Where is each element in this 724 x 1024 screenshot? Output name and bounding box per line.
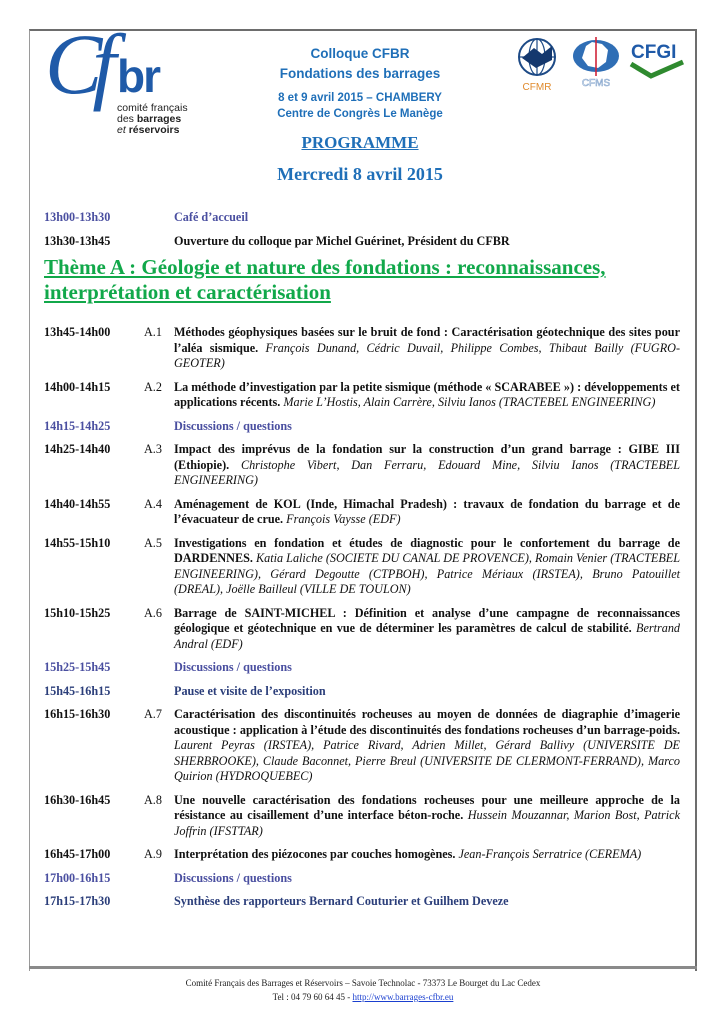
session-time: 15h45-16h15 [44, 683, 111, 698]
session-title: Café d’accueil [174, 210, 249, 224]
session-code: A.2 [144, 379, 162, 394]
cfbr-logo [45, 16, 190, 138]
session-title: Discussions / questions [174, 660, 292, 674]
session-title: La méthode d’investigation par la petite sismique (méthode « SCARABEE ») : développements et applications récents. [174, 379, 680, 409]
session-authors: Laurent Peyras (IRSTEA), Patrice Rivard, Adrien Millet, Gérard Ballivy (UNIVERSITE DE SHERBROOKE), Claude Baconnet, Pierre Breul (UNIVERSITE DE CLERMONT-FERRAND), Marco Quirion (HYDROQUEBEC) [174, 738, 680, 783]
session-code: A.8 [144, 792, 162, 807]
session-code: A.1 [144, 325, 162, 339]
session-title: Aménagement de KOL (Inde, Himachal Pradesh) : travaux de fondation du barrage et de l’évacuateur de crue. [174, 496, 680, 526]
session-time: 16h30-16h45 [44, 792, 111, 807]
schedule-row [44, 380, 680, 411]
cfgi-check-icon [627, 40, 687, 82]
schedule-row [44, 894, 680, 910]
programme-schedule [44, 210, 680, 918]
session-body [174, 793, 680, 840]
session-title: Impact des imprévus de la fondation sur la construction d’un grand barrage : GIBE III (Ethiopie). [174, 442, 680, 472]
session-body [174, 707, 680, 785]
logo-mark-br: br [117, 50, 159, 102]
session-time: 14h15-14h25 [44, 418, 111, 433]
session-authors: Jean-François Serratrice (CEREMA) [458, 847, 642, 861]
session-title: Pause et visite de l’exposition [174, 683, 326, 698]
schedule-row [44, 536, 680, 598]
session-time: 15h10-15h25 [44, 605, 111, 620]
session-code: A.4 [144, 496, 162, 511]
logo-sub-line2-bold: barrages [136, 113, 182, 125]
schedule-row [44, 210, 680, 226]
footer-contact [29, 990, 697, 1004]
session-code: A.9 [144, 847, 162, 861]
event-venue: Centre de Congrès Le Manège [277, 108, 443, 120]
logo-sub-line2-prefix: des [117, 113, 137, 125]
session-code: A.5 [144, 535, 162, 550]
session-title: Interprétation des piézocones par couches homogènes. [174, 847, 456, 861]
session-time: 16h15-16h30 [44, 707, 111, 721]
session-authors: Bertrand Andral (EDF) [174, 621, 681, 651]
session-time: 15h25-15h45 [44, 660, 111, 674]
footer-address: Comité Français des Barrages et Réservoirs – Savoie Technolac - 73373 Le Bourget du Lac Cedex [185, 978, 541, 988]
logo-mark-cf: Cf [45, 16, 107, 112]
session-time: 16h45-17h00 [44, 847, 111, 861]
session-body [174, 442, 680, 489]
session-time: 14h25-14h40 [44, 442, 111, 456]
session-body [174, 536, 680, 598]
session-title: Caractérisation des discontinuités rocheuses au moyen de données de diagraphie d’imagerie acoustique : application à l’étude des discontinuités des fondations rocheuses d’un barrage-poids. [174, 707, 680, 737]
colloque-subtitle: Fondations des barrages [279, 66, 441, 81]
schedule-row [44, 497, 680, 528]
document-header [230, 44, 490, 186]
website-link[interactable]: http://www.barrages-cfbr.eu [352, 992, 454, 1002]
session-time: 14h00-14h15 [44, 379, 111, 394]
session-time: 17h15-17h30 [44, 894, 111, 908]
session-title: Discussions / questions [174, 870, 292, 885]
schedule-row [44, 325, 680, 372]
logo-sub-line3-prefix: et [117, 124, 129, 136]
footer [29, 976, 697, 1004]
schedule-row [44, 707, 680, 785]
cfmr-logo [514, 36, 560, 94]
session-title: Investigations en fondation et études de diagnostic pour le confortement du barrage de DARDENNES. [174, 535, 680, 565]
schedule-row [44, 442, 680, 489]
partner-logos [510, 34, 690, 94]
session-authors: François Dunand, Cédric Duvail, Philippe Combes, Thibaut Bailly (FUGRO-GEOTER) [174, 340, 681, 370]
session-body [174, 606, 680, 653]
schedule-row [44, 606, 680, 653]
logo-sub-line3-bold: réservoirs [128, 124, 180, 136]
svg-text:CFMR: CFMR [522, 82, 552, 93]
session-title: Une nouvelle caractérisation des fondations rocheuses pour une meilleure approche de la résistance au cisaillement d’une interface béton-roche. [174, 792, 680, 822]
session-title: Ouverture du colloque par Michel Guérinet, Président du CFBR [174, 233, 510, 248]
session-title: Discussions / questions [174, 418, 292, 433]
svg-text:CFMS: CFMS [581, 78, 611, 89]
schedule-row [44, 871, 680, 887]
programme-heading: PROGRAMME [301, 133, 419, 152]
globe-icon [514, 36, 560, 94]
session-time: 14h55-15h10 [44, 535, 111, 550]
svg-text:CFGI: CFGI [631, 42, 677, 63]
colloque-title: Colloque CFBR [310, 46, 410, 61]
session-code: A.3 [144, 442, 162, 456]
schedule-row [44, 847, 680, 863]
cfms-logo [570, 36, 622, 88]
session-body [174, 497, 680, 528]
theme-heading: Thème A : Géologie et nature des fondations : reconnaissances, interprétation et caractérisation [44, 255, 606, 304]
session-body [174, 380, 680, 411]
footer-phone: Tel : 04 79 60 64 45 - [272, 992, 353, 1002]
france-map-icon [570, 36, 622, 90]
session-code: A.6 [144, 605, 162, 620]
session-title: Synthèse des rapporteurs Bernard Couturier et Guilhem Deveze [174, 894, 509, 908]
session-body [174, 325, 680, 372]
session-authors: Marie L’Hostis, Alain Carrère, Silviu Ianos (TRACTEBEL ENGINEERING) [283, 395, 656, 409]
session-time: 14h40-14h55 [44, 496, 111, 511]
schedule-row [44, 660, 680, 676]
logo-sub-line1: comité français [117, 102, 188, 114]
session-authors: Katia Laliche (SOCIETE DU CANAL DE PROVENCE), Romain Venier (TRACTEBEL ENGINEERING), Gérard Degoutte (CTPBOH), Patrice Mériaux (IRSTEA), Bruno Patouillet (DREAL), Joëlle Bailleul (VILLE DE TOULON) [174, 551, 681, 596]
session-title: Méthodes géophysiques basées sur le bruit de fond : Caractérisation géotechnique des sites pour l’aléa sismique. [174, 325, 680, 355]
bottom-divider [29, 966, 697, 969]
event-dates: 8 et 9 avril 2015 – CHAMBERY [278, 92, 442, 104]
schedule-row [44, 793, 680, 840]
session-code: A.7 [144, 707, 162, 721]
logo-subtitle [117, 103, 188, 136]
session-body [174, 847, 680, 863]
session-title: Barrage de SAINT-MICHEL : Définition et analyse d’une campagne de reconnaissances géologique et géotechnique en vue de déterminer les paramètres de calcul de stabilité. [174, 605, 680, 635]
session-time: 17h00-16h15 [44, 870, 111, 885]
session-authors: François Vaysse (EDF) [286, 512, 401, 526]
day-heading: Mercredi 8 avril 2015 [277, 164, 443, 184]
session-time: 13h30-13h45 [44, 233, 111, 248]
session-time: 13h45-14h00 [44, 325, 111, 339]
session-authors: Christophe Vibert, Dan Ferraru, Edouard Mine, Silviu Ianos (TRACTEBEL ENGINEERING) [174, 457, 680, 487]
session-authors: Hussein Mouzannar, Marion Bost, Patrick Joffrin (IFSTTAR) [174, 808, 680, 838]
schedule-row [44, 234, 680, 250]
schedule-row [44, 684, 680, 700]
session-time: 13h00-13h30 [44, 210, 111, 224]
schedule-row [44, 419, 680, 435]
cfgi-logo [627, 40, 687, 82]
logo-sub-line3 [117, 125, 188, 136]
